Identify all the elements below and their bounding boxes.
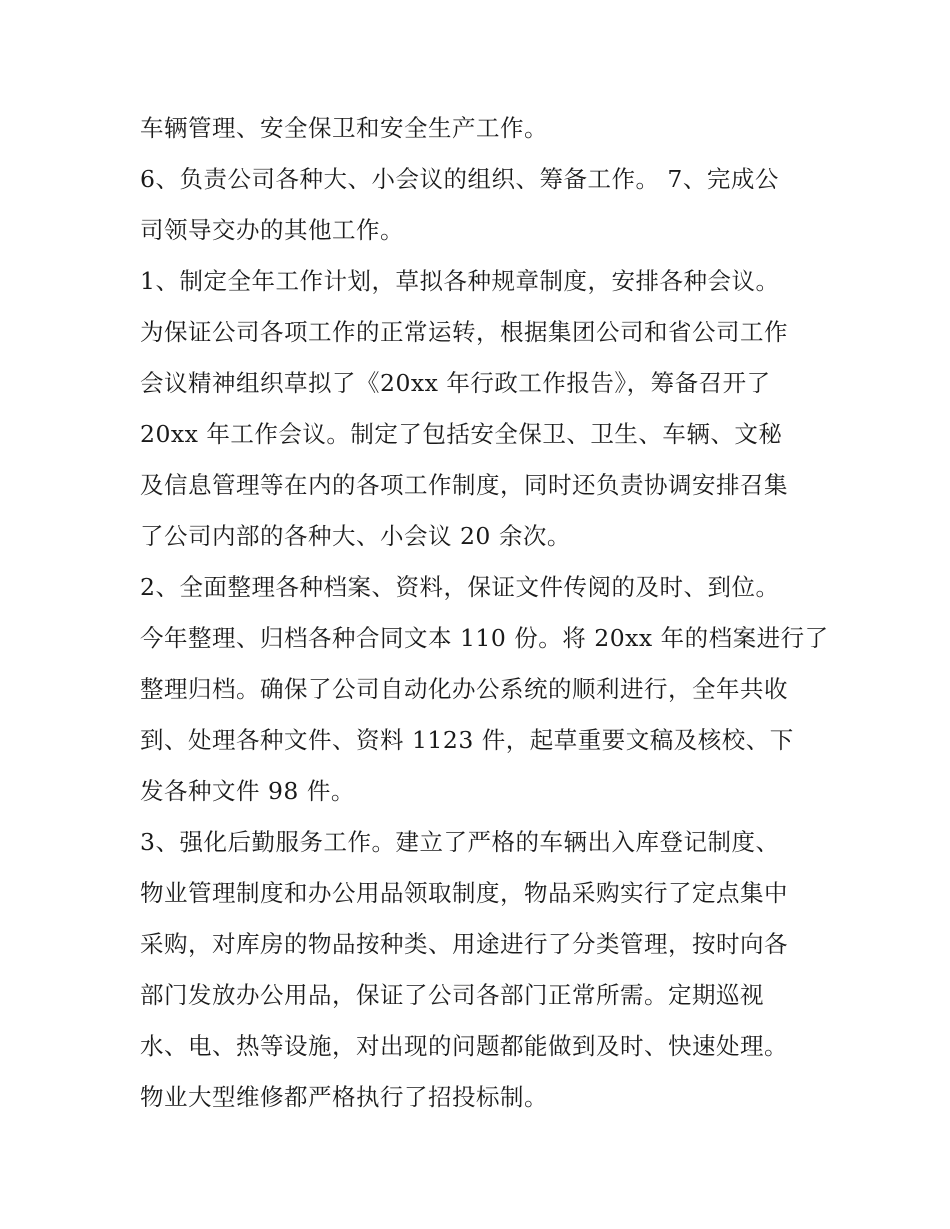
text-line: 2、全面整理各种档案、资料，保证文件传阅的及时、到位。 (140, 573, 780, 601)
text-line: 司领导交办的其他工作。 (140, 216, 404, 244)
text-line: 采购，对库房的物品按种类、用途进行了分类管理，按时向各 (140, 930, 788, 958)
document-body (140, 103, 829, 1123)
text-line: 了公司内部的各种大、小会议 20 余次。 (140, 522, 571, 550)
text-line: 车辆管理、安全保卫和安全生产工作。 (140, 114, 548, 142)
text-line: 20xx 年工作会议。制定了包括安全保卫、卫生、车辆、文秘 (140, 420, 783, 448)
text-line: 6、负责公司各种大、小会议的组织、筹备工作。 7、完成公 (140, 165, 779, 193)
text-line: 及信息管理等在内的各项工作制度，同时还负责协调安排召集 (140, 471, 788, 499)
text-line: 到、处理各种文件、资料 1123 件，起草重要文稿及核校、下 (140, 726, 794, 754)
text-line: 水、电、热等设施，对出现的问题都能做到及时、快速处理。 (140, 1032, 788, 1060)
text-line: 今年整理、归档各种合同文本 110 份。将 20xx 年的档案进行了 (140, 624, 829, 652)
text-line: 部门发放办公用品，保证了公司各部门正常所需。定期巡视 (140, 981, 764, 1009)
text-line: 1、制定全年工作计划，草拟各种规章制度，安排各种会议。 (140, 267, 780, 295)
text-line: 3、强化后勤服务工作。建立了严格的车辆出入库登记制度、 (140, 828, 780, 856)
text-line: 为保证公司各项工作的正常运转，根据集团公司和省公司工作 (140, 318, 788, 346)
text-line: 发各种文件 98 件。 (140, 777, 355, 805)
text-line: 整理归档。确保了公司自动化办公系统的顺利进行，全年共收 (140, 675, 788, 703)
text-line: 物业管理制度和办公用品领取制度，物品采购实行了定点集中 (140, 879, 788, 907)
text-line: 会议精神组织草拟了《20xx 年行政工作报告》，筹备召开了 (140, 369, 771, 397)
text-line: 物业大型维修都严格执行了招投标制。 (140, 1083, 548, 1111)
